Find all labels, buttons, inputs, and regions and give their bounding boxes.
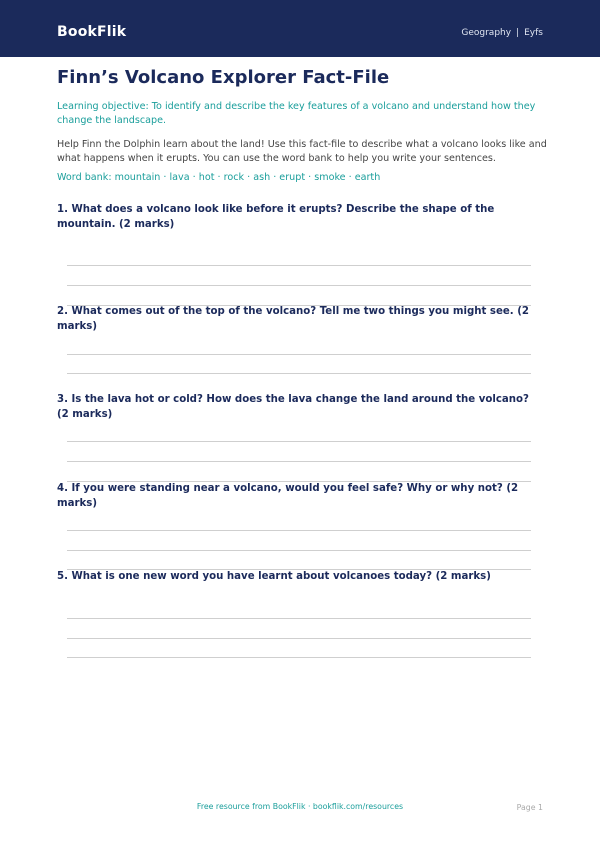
answer-line[interactable] — [67, 354, 531, 355]
question-5: 5. What is one new word you have learnt about volcanoes today? (2 marks) — [57, 571, 491, 582]
question-4: 4. If you were standing near a volcano, would you feel safe? Why or why not? (2 marks) — [57, 483, 519, 509]
answer-line[interactable] — [67, 265, 531, 266]
answer-line[interactable] — [67, 373, 531, 374]
page-number: Page 1 — [516, 803, 543, 812]
answer-line[interactable] — [67, 441, 531, 442]
word-bank: Word bank: mountain · lava · hot · rock · ash · erupt · smoke · earth — [57, 172, 381, 183]
level-label: Eyfs — [524, 28, 543, 38]
intro-text: Help Finn the Dolphin learn about the land! Use this fact-file to describe what a volcano looks like and what happens when it erupts. You can use the word bank to help you write your sentences. — [57, 139, 547, 164]
question-1: 1. What does a volcano look like before it erupts? Describe the shape of the mountain. (2 marks) — [57, 204, 495, 230]
question-2: 2. What comes out of the top of the volcano? Tell me two things you might see. (2 marks) — [57, 306, 529, 332]
answer-line[interactable] — [67, 550, 531, 551]
answer-line[interactable] — [67, 530, 531, 531]
header-bar — [0, 0, 600, 57]
answer-line[interactable] — [67, 657, 531, 658]
brand-logo[interactable]: BookFlik — [57, 24, 127, 40]
answer-line[interactable] — [67, 638, 531, 639]
page-title: Finn’s Volcano Explorer Fact-File — [57, 67, 390, 88]
subject-label: Geography — [461, 28, 512, 38]
learning-objective: Learning objective: To identify and describe the key features of a volcano and understand how they change the landscape. — [57, 101, 536, 126]
meta-separator: | — [516, 28, 520, 38]
answer-line[interactable] — [67, 285, 531, 286]
question-3: 3. Is the lava hot or cold? How does the lava change the land around the volcano? (2 marks) — [57, 394, 529, 420]
footer-link[interactable]: Free resource from BookFlik · bookflik.com/resources — [196, 802, 404, 811]
answer-line[interactable] — [67, 618, 531, 619]
header-meta — [461, 28, 543, 38]
answer-line[interactable] — [67, 461, 531, 462]
